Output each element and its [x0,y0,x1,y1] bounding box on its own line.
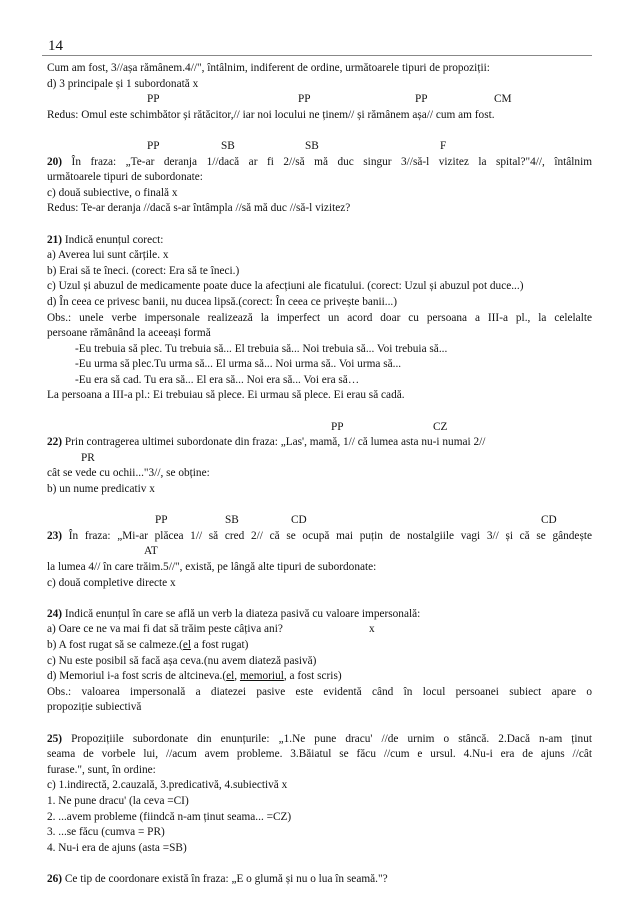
example-line: 2. ...avem probleme (fiindcă n-am ținut seama... =CZ) [47,810,292,823]
answer-line: a) Averea lui sunt cărțile. x [47,249,169,262]
answer-line: c) două subiective, o finală x [47,186,178,199]
answer-line: c) 1.indirectă, 2.cauzală, 3.predicativă, 4.subiectivă x [47,779,288,792]
example-line: -Eu trebuia să plec. Tu trebuia să... El trebuia să... Noi trebuia să... Voi trebuia să... [75,342,448,355]
annotation-label: PP [298,93,311,106]
answer-line: c) două completive directe x [47,576,176,589]
question-20: 20) În fraza: „Te-ar deranja 1//dacă ar fi 2//să mă duc singur 3//să-l vizitez la spital?"4//, întâlnim [47,155,592,168]
text-line: b) Erai să te îneci. (corect: Era să te îneci.) [47,264,240,277]
example-line: 3. ...se făcu (cumva = PR) [47,826,165,839]
header-rule [42,55,592,56]
text-line: Cum am fost, 3//așa rămânem.4//", întâlnim, indiferent de ordine, următoarele tipuri de propoziții: [47,62,490,74]
text-line: c) Uzul și abuzul de medicamente poate duce la afecțiuni ale ficatului. (corect: Uzul și abuzul pot duce...) [47,280,524,293]
text-line: d) Memoriul i-a fost scris de altcineva.(el, memoriul, a fost scris) [47,670,342,683]
document-body [47,61,592,887]
question-25: 25) Propozițiile subordonate din enunțurile: „1.Ne pune dracu' //de urnim o stâncă. 2.Dacă n-am ținut [47,732,592,745]
annotation-label: PP [331,420,344,433]
answer-mark: x [369,623,375,636]
annotation-label: AT [144,545,158,558]
annotation-label: PP [147,93,160,106]
redus-line: Redus: Omul este schimbător și rătăcitor,// iar noi locului ne ținem// și rămânem așa// cum am fost. [47,108,495,121]
annotation-label: SB [305,139,319,152]
text-line: la lumea 4// în care trăim.5//", există, pe lângă alte tipuri de subordonate: [47,561,377,573]
obs-line: propoziție subiectivă [47,701,142,714]
example-line: 4. Nu-i era de ajuns (asta =SB) [47,841,187,854]
answer-line: d) 3 principale și 1 subordonată x [47,77,199,90]
question-21: 21) Indică enunțul corect: [47,233,164,246]
annotation-label: SB [225,514,239,527]
page-number: 14 [48,38,63,54]
obs-line: Obs.: unele verbe impersonale realizează la imperfect un acord doar cu persoana a III-a pl., la celelalte [47,311,592,324]
annotation-row [47,139,592,155]
annotation-row [47,420,592,436]
obs-line: Obs.: valoarea impersonală a diatezei pasive este evidentă când în locul persoanei subiect apare o [47,685,592,698]
text-line: b) A fost rugat să se calmeze.(el a fost rugat) [47,638,249,651]
annotation-label: F [440,139,447,152]
question-24: 24) Indică enunțul în care se află un verb la diateza pasivă cu valoare impersonală: [47,607,421,620]
answer-line: a) Oare ce ne va mai fi dat să trăim peste câțiva ani? x [47,622,592,638]
annotation-label: PP [147,139,160,152]
annotation-label: CD [291,514,307,527]
annotation-row [47,544,592,560]
text-line: furase.", sunt, în ordine: [47,763,156,776]
example-line: 1. Ne pune dracu' (la ceva =CI) [47,794,189,807]
question-22: 22) Prin contragerea ultimei subordonate din fraza: „Las', mamă, 1// că lumea asta nu-i numai 2// [47,436,486,449]
annotation-label: PP [415,93,428,106]
obs-line: persoane rămânând la aceeași formă [47,327,211,340]
redus-line: Redus: Te-ar deranja //dacă s-ar întâmpla //să mă duc //să-l vizitez? [47,202,351,215]
annotation-label: CZ [433,420,448,433]
annotation-row [47,451,592,467]
text-line: c) Nu este posibil să facă așa ceva.(nu avem diateză pasivă) [47,654,317,667]
text-line: La persoana a III-a pl.: Ei trebuiau să plece. Ei urmau să plece. Ei erau să cadă. [47,389,405,402]
annotation-row [47,92,592,108]
text-line: d) În ceea ce privesc banii, nu ducea lipsă.(corect: În ceea ce privește banii...) [47,295,398,308]
annotation-label: PR [81,451,95,464]
text-line: următoarele tipuri de subordonate: [47,171,203,184]
text-line: cât se vede cu ochii..."3//, se obține: [47,467,210,480]
answer-line: b) un nume predicativ x [47,483,155,496]
annotation-label: PP [155,514,168,527]
question-26: 26) Ce tip de coordonare există în fraza: „E o glumă și nu o lua în seamă."? [47,872,388,885]
annotation-row [47,513,592,529]
question-23: 23) În fraza: „Mi-ar plăcea 1// să cred 2// că se ocupă mai puțin de nostalgiile vagi 3// și că se gândește [47,529,592,542]
annotation-label: CM [494,93,512,106]
annotation-label: CD [541,514,557,527]
text-line: seama de vorbele lui, //acum avem probleme. 3.Băiatul se făcu //cum e ursul. 4.Nu-i era de ajuns //cât [47,748,592,761]
example-line: -Eu urma să plec.Tu urma să... El urma să... Noi urma să.. Voi urma să... [75,358,402,371]
annotation-label: SB [221,139,235,152]
example-line: -Eu era să cad. Tu era să... El era să... Noi era să... Voi era să… [75,373,360,386]
